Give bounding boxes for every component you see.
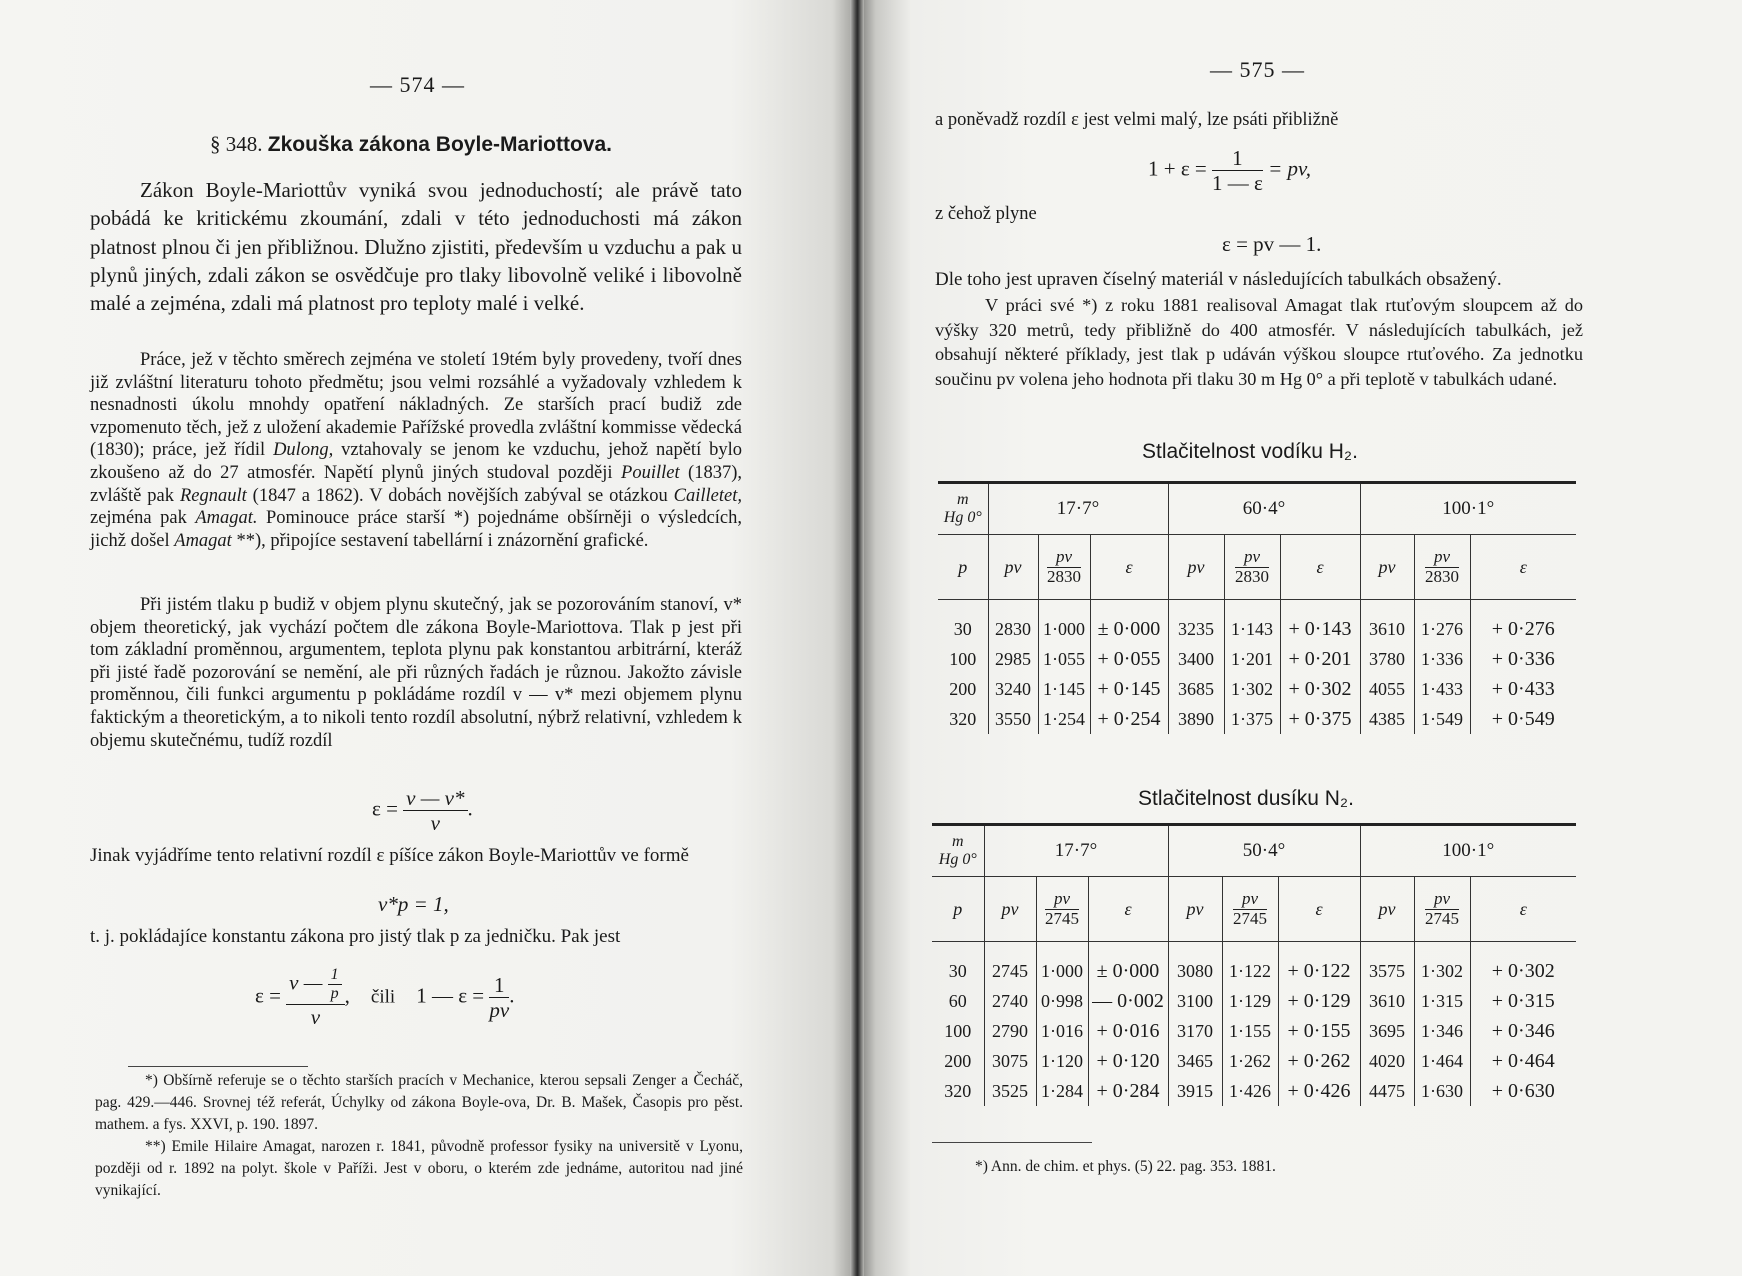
constant-text: t. j. pokládajíce konstantu zákona pro jistý tlak p za jedničku. Pak jest xyxy=(90,926,621,947)
table-cell: 3695 xyxy=(1360,1016,1414,1046)
right-page-number: — 575 — xyxy=(1210,57,1305,82)
table-cell: 1·155 xyxy=(1222,1016,1278,1046)
table-cell: 3550 xyxy=(988,704,1038,734)
table-cell: 1·000 xyxy=(1038,600,1090,645)
col-pv: pv xyxy=(1360,877,1414,942)
table-cell: 4020 xyxy=(1360,1046,1414,1076)
pressure-cell: 200 xyxy=(949,678,977,699)
table-cell: + 0·145 xyxy=(1090,674,1168,704)
table-cell: 2985 xyxy=(988,644,1038,674)
table-cell: 3915 xyxy=(1168,1076,1222,1106)
corner-cell: m Hg 0° xyxy=(932,825,984,877)
history-text: Práce, jež v těchto směrech zejména ve století 19tém byly provedeny, tvoří dnes již zvláštní literaturu tohoto předmětu; jsou velmi rozsáhlé a vyžadovaly vzhledem k nesnadnosti úkolu mnohdy opatření nákladných. Ze starších prací budiž zde vzpomenuto těch, jež z uložení akademie Pařížské provedla zvláštní kommisse vědecká (1830); práce, jež řídil Dulong, vztahovaly se jenom ke vzduchu, jehož napětí bylo zkoušeno až do 27 atmosfér. Napětí plynů jiných studoval později Pouillet (1837), zvláště pak Regnault (1847 a 1862). V dobách novějších zabýval se otázkou Cailletet, zejména pak Amagat. Pominouce práce starší *) pojednáme obšírněji o výsledcích, jichž došel Amagat **), připojíce sestavení tabellární i znázornění grafické. xyxy=(90,350,743,551)
col-pv: pv xyxy=(1360,535,1414,600)
col-epsilon: ε xyxy=(1090,535,1168,600)
table-cell: 3080 xyxy=(1168,942,1222,987)
pressure-cell: 320 xyxy=(949,708,977,729)
table-1-title: Stlačitelnost vodíku H₂. xyxy=(1142,440,1358,463)
table-cell: 3575 xyxy=(1360,942,1414,987)
name-regnault: Regnault xyxy=(179,485,247,506)
table-cell: + 0·201 xyxy=(1280,644,1360,674)
table-cell: 3075 xyxy=(984,1046,1036,1076)
col-epsilon: ε xyxy=(1088,877,1168,942)
history-paragraph xyxy=(90,349,742,552)
table-cell: — 0·002 xyxy=(1088,986,1168,1016)
table-cell: + 0·284 xyxy=(1088,1076,1168,1106)
table-cell: 1·120 xyxy=(1036,1046,1088,1076)
temp-header: 50·4° xyxy=(1168,825,1360,877)
table-cell: 1·346 xyxy=(1414,1016,1470,1046)
table-cell: 0·998 xyxy=(1036,986,1088,1016)
law-form-text: Jinak vyjádříme tento relativní rozdíl ε píšíce zákon Boyle-Mariottův ve formě xyxy=(90,845,689,866)
table-row xyxy=(932,986,1576,1016)
table-cell: + 0·346 xyxy=(1470,1016,1576,1046)
table-cell: 1·375 xyxy=(1224,704,1280,734)
table-cell: + 0·375 xyxy=(1280,704,1360,734)
table-cell: 1·302 xyxy=(1414,942,1470,987)
table-cell: + 0·143 xyxy=(1280,600,1360,645)
table-cell: 3170 xyxy=(1168,1016,1222,1046)
col-pv: pv xyxy=(1168,877,1222,942)
name-amagat-2: Amagat xyxy=(174,530,232,551)
col-epsilon: ε xyxy=(1470,877,1576,942)
table-cell: 3525 xyxy=(984,1076,1036,1106)
table-cell: + 0·302 xyxy=(1280,674,1360,704)
name-dulong: Dulong, xyxy=(273,440,334,461)
table-cell: 1·201 xyxy=(1224,644,1280,674)
table-row xyxy=(938,644,1576,674)
table-cell: 1·016 xyxy=(1036,1016,1088,1046)
col-ratio: $\frac{pv}{2745}$ xyxy=(1036,877,1088,942)
equation-law: v*p = 1, xyxy=(378,892,449,916)
table-cell: + 0·302 xyxy=(1470,942,1576,987)
pressure-cell: 100 xyxy=(944,1020,972,1041)
table-cell: 1·630 xyxy=(1414,1076,1470,1106)
table-cell: 1·122 xyxy=(1222,942,1278,987)
name-pouillet: Pouillet xyxy=(621,462,680,483)
pressure-cell: 100 xyxy=(949,648,977,669)
col-pv: pv xyxy=(1168,535,1224,600)
table-row xyxy=(938,674,1576,704)
table-cell: 2740 xyxy=(984,986,1036,1016)
intro-text: Zákon Boyle-Mariottův vyniká svou jednoduchostí; ale právě tato pobádá ke kritickému zkoumání, zdali v této jednoduchosti má zákon platnost plnou či jen přibližnou. Dlužno zjistiti, především u vzduchu a pak u plynů jiných, zdali zákon se osvědčuje pro tlaky libovolně veliké i libovolně malé a zejména, zdali má platnost pro teploty malé i velké. xyxy=(90,178,742,316)
section-title: Zkouška zákona Boyle-Mariottova. xyxy=(267,133,613,156)
name-cailletet: Cailletet, xyxy=(673,485,743,506)
temp-header: 17·7° xyxy=(984,825,1168,877)
equation-epsilon-relation: ε = v — $\frac{1}{p}$ v , čili 1 — ε = $\frac{1}{pv}$ . xyxy=(255,966,515,1029)
table-cell: 1·055 xyxy=(1038,644,1090,674)
footnote-divider-right xyxy=(932,1142,1092,1143)
table-cell: 1·145 xyxy=(1038,674,1090,704)
table-row xyxy=(932,942,1576,987)
table-row xyxy=(938,600,1576,645)
col-p: p xyxy=(932,877,984,942)
col-ratio: $\frac{pv}{2745}$ xyxy=(1414,877,1470,942)
table-cell: + 0·276 xyxy=(1470,600,1576,645)
col-ratio: $\frac{pv}{2830}$ xyxy=(1224,535,1280,600)
corner-cell: m Hg 0° xyxy=(938,483,988,535)
col-pv: pv xyxy=(988,535,1038,600)
col-p: p xyxy=(938,535,988,600)
table-cell: 4475 xyxy=(1360,1076,1414,1106)
table-cell: 1·426 xyxy=(1222,1076,1278,1106)
table-cell: 4055 xyxy=(1360,674,1414,704)
table-cell: 3465 xyxy=(1168,1046,1222,1076)
temp-header: 17·7° xyxy=(988,483,1168,535)
pressure-cell: 60 xyxy=(948,990,967,1011)
table-cell: 1·315 xyxy=(1414,986,1470,1016)
section-heading xyxy=(210,132,612,157)
amagat-paragraph xyxy=(935,293,1583,391)
left-page-number: — 574 — xyxy=(370,72,465,97)
table-cell: + 0·055 xyxy=(1090,644,1168,674)
col-pv: pv xyxy=(984,877,1036,942)
table-cell: 2745 xyxy=(984,942,1036,987)
table-cell: + 0·262 xyxy=(1278,1046,1360,1076)
table-cell: 3780 xyxy=(1360,644,1414,674)
arrangement-text: Dle toho jest upraven číselný materiál v následujících tabulkách obsažený. xyxy=(935,269,1502,290)
table-cell: 1·129 xyxy=(1222,986,1278,1016)
temp-header: 100·1° xyxy=(1360,483,1576,535)
table-cell: 1·464 xyxy=(1414,1046,1470,1076)
table-cell: + 0·016 xyxy=(1088,1016,1168,1046)
table-row xyxy=(932,1076,1576,1106)
table-cell: 4385 xyxy=(1360,704,1414,734)
section-number: § 348. xyxy=(210,132,263,156)
amagat-text: V práci své *) z roku 1881 realisoval Amagat tlak rtuťovým sloupcem až do výšky 320 metrů, tedy přibližně do 400 atmosfér. V následujících tabulkách, jež obsahují některé příklady, jest tlak p udáván výškou sloupce rtuťového. Za jednotku součinu pv volena jeho hodnota při tlaku 30 m Hg 0° a při teplotě v tabulkách udané. xyxy=(935,295,1583,389)
definition-paragraph xyxy=(90,594,742,752)
table-cell: 3610 xyxy=(1360,986,1414,1016)
table-cell: 1·262 xyxy=(1222,1046,1278,1076)
table-cell: + 0·426 xyxy=(1278,1076,1360,1106)
table-cell: + 0·464 xyxy=(1470,1046,1576,1076)
col-epsilon: ε xyxy=(1278,877,1360,942)
table-cell: + 0·336 xyxy=(1470,644,1576,674)
table-cell: 1·284 xyxy=(1036,1076,1088,1106)
table-cell: 2830 xyxy=(988,600,1038,645)
temp-header: 60·4° xyxy=(1168,483,1360,535)
table-row xyxy=(932,1016,1576,1046)
law-form-paragraph xyxy=(90,844,742,868)
table-cell: 2790 xyxy=(984,1016,1036,1046)
table-cell: 3890 xyxy=(1168,704,1224,734)
table-hydrogen xyxy=(938,481,1576,734)
footnotes-left xyxy=(95,1070,743,1202)
pressure-cell: 30 xyxy=(948,960,967,981)
equation-epsilon-definition: ε = $\frac{v — v*}{v}$ . xyxy=(372,786,473,836)
table-cell: 1·302 xyxy=(1224,674,1280,704)
table-cell: + 0·120 xyxy=(1088,1046,1168,1076)
table-cell: + 0·155 xyxy=(1278,1016,1360,1046)
table-cell: 1·433 xyxy=(1414,674,1470,704)
table-cell: ± 0·000 xyxy=(1090,600,1168,645)
approx-text: a poněvadž rozdíl ε jest velmi malý, lze psáti přibližně xyxy=(935,110,1339,130)
pressure-cell: 200 xyxy=(944,1050,972,1071)
book-spine xyxy=(850,0,864,1276)
table-cell: + 0·630 xyxy=(1470,1076,1576,1106)
col-ratio: $\frac{pv}{2830}$ xyxy=(1414,535,1470,600)
pressure-cell: 30 xyxy=(953,618,972,639)
constant-paragraph xyxy=(90,926,742,949)
table-cell: 3100 xyxy=(1168,986,1222,1016)
col-ratio: $\frac{pv}{2830}$ xyxy=(1038,535,1090,600)
table-cell: 1·549 xyxy=(1414,704,1470,734)
definition-text: Při jistém tlaku p budiž v objem plynu skutečný, jak se pozorováním stanoví, v* objem theoretický, jak vychází počtem dle zákona Boyle-Mariottova. Tlak p jest při tom základní proměnnou, argumentem, teplota plynu pak konstantou arbitrární, kteráž při jisté řadě pozorování se nemění, ale při různých řadách je různou. Jakožto závisle proměnnou, čili funkci argumentu p pokládáme rozdíl v — v* mezi objemem plynu faktickým a theoretickým, a to nikoli tento rozdíl absolutní, nýbrž relativní, vzhledem k objemu skutečnému, tudíž rozdíl xyxy=(90,595,742,751)
table-cell: 1·336 xyxy=(1414,644,1470,674)
table-cell: + 0·433 xyxy=(1470,674,1576,704)
name-amagat: Amagat. xyxy=(195,508,258,529)
table-cell: 1·254 xyxy=(1038,704,1090,734)
table-row xyxy=(932,1046,1576,1076)
table-cell: 3400 xyxy=(1168,644,1224,674)
whence-text: z čehož plyne xyxy=(935,204,1037,224)
table-cell: + 0·254 xyxy=(1090,704,1168,734)
table-cell: 3240 xyxy=(988,674,1038,704)
equation-approx: 1 + ε = $\frac{1}{1 — \varepsilon}$ = pv, xyxy=(1148,146,1312,196)
footnote-2: **) Emile Hilaire Amagat, narozen r. 1841, původně professor fysiky na universitě v Lyonu, později od r. 1892 na polyt. škole v Paříži. Jest v oboru, o kterém zde jednáme, autoritou nad jiné vynikající. xyxy=(95,1138,743,1199)
table-cell: 3610 xyxy=(1360,600,1414,645)
table-cell: 3235 xyxy=(1168,600,1224,645)
table-cell: 1·000 xyxy=(1036,942,1088,987)
table-cell: 3685 xyxy=(1168,674,1224,704)
table-cell: + 0·315 xyxy=(1470,986,1576,1016)
table-cell: ± 0·000 xyxy=(1088,942,1168,987)
table-cell: 1·143 xyxy=(1224,600,1280,645)
footnote-1: *) Obšírně referuje se o těchto starších pracích v Mechanice, kterou sepsali Zenger a Čecháč, pag. 429.—446. Srovnej též referát, Úchylky od zákona Boyle-ova, Dr. B. Mašek, Časopis pro pěst. mathem. a fys. XXVI, p. 190. 1897. xyxy=(95,1072,743,1133)
footnote-right: *) Ann. de chim. et phys. (5) 22. pag. 353. 1881. xyxy=(975,1158,1276,1175)
table-cell: + 0·549 xyxy=(1470,704,1576,734)
table-nitrogen xyxy=(932,823,1576,1106)
intro-paragraph xyxy=(90,176,742,317)
approx-line xyxy=(935,108,1583,133)
col-epsilon: ε xyxy=(1470,535,1576,600)
col-ratio: $\frac{pv}{2745}$ xyxy=(1222,877,1278,942)
table-cell: + 0·122 xyxy=(1278,942,1360,987)
table-row xyxy=(938,704,1576,734)
pressure-cell: 320 xyxy=(944,1080,972,1101)
equation-epsilon-pv: ε = pv — 1. xyxy=(1222,232,1322,256)
table-cell: + 0·129 xyxy=(1278,986,1360,1016)
col-epsilon: ε xyxy=(1280,535,1360,600)
table-2-title: Stlačitelnost dusíku N₂. xyxy=(1138,787,1354,810)
arrangement-line xyxy=(935,268,1583,293)
temp-header: 100·1° xyxy=(1360,825,1576,877)
footnote-divider-left xyxy=(128,1066,308,1067)
table-cell: 1·276 xyxy=(1414,600,1470,645)
